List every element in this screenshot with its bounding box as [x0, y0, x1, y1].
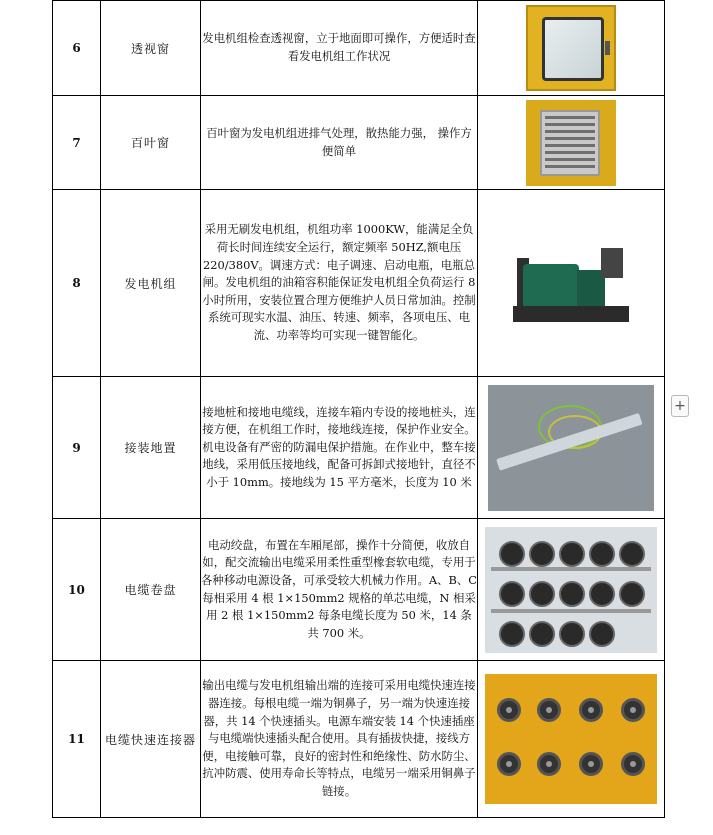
viewing-window-photo — [526, 5, 616, 91]
row-number: 6 — [53, 1, 101, 96]
row-number: 11 — [53, 661, 101, 818]
item-description: 采用无刷发电机组，机组功率 1000KW，能满足全负荷长时间连续安全运行，额定频率 50HZ,额电压 220/380V。调速方式：电子调速、启动电瓶，电瓶总闸。发电机组的油箱容积能保证发电机组全负荷运行 8 小时所用，安装位置合理方便维护人员日常加油。控制系统可现实水温、油压、转速、频率，各项电压、电流、功率等均可实现一键智能化。 — [201, 190, 478, 377]
item-image-cell — [478, 519, 665, 661]
table-row — [53, 519, 665, 661]
item-image-cell — [478, 96, 665, 190]
row-number: 10 — [53, 519, 101, 661]
louver-photo — [526, 100, 616, 186]
table-row — [53, 190, 665, 377]
item-name: 电缆卷盘 — [101, 519, 201, 661]
item-image-cell — [478, 661, 665, 818]
generator-photo — [509, 236, 633, 330]
item-name: 百叶窗 — [101, 96, 201, 190]
item-description: 输出电缆与发电机组输出端的连接可采用电缆快速连接器连接。每根电缆一端为铜鼻子，另一端为快速连接器，共 14 个快速插头。电源车端安装 14 个快速插座与电缆端快速插头配合使用。具有插拔快捷，接线方便，电接触可靠，良好的密封性和绝缘性、防水防尘、抗冲防震、使用寿命长等特点，电缆另一端采用铜鼻子链接。 — [201, 661, 478, 818]
connector-photo — [485, 674, 657, 804]
item-image-cell — [478, 190, 665, 377]
row-number: 9 — [53, 377, 101, 519]
item-image-cell — [478, 1, 665, 96]
table-row — [53, 96, 665, 190]
item-name: 接装地置 — [101, 377, 201, 519]
cable-reel-photo — [485, 527, 657, 653]
item-description: 电动绞盘，布置在车厢尾部，操作十分简便，收放自如，配交流输出电缆采用柔性重型橡套软电缆，专用于各种移动电源设备，可承受较大机械力作用。A、B、C 每相采用 4 根 1×150mm2 规格的单芯电缆，N 相采用 2 根 1×150mm2 每条电缆长度为 50 米，14 条共 700 米。 — [201, 519, 478, 661]
item-name: 发电机组 — [101, 190, 201, 377]
item-description: 发电机组检查透视窗，立于地面即可操作，方便适时查看发电机组工作状况 — [201, 1, 478, 96]
spec-table — [52, 0, 665, 818]
item-image-cell — [478, 377, 665, 519]
add-button[interactable]: + — [671, 395, 689, 417]
table-row — [53, 1, 665, 96]
item-name: 透视窗 — [101, 1, 201, 96]
table-row — [53, 377, 665, 519]
row-number: 7 — [53, 96, 101, 190]
row-number: 8 — [53, 190, 101, 377]
item-name: 电缆快速连接器 — [101, 661, 201, 818]
item-description: 接地桩和接地电缆线，连接车箱内专设的接地桩头，连接方便，在机组工作时，接地线连接，保护作业安全。机电设备有严密的防漏电保护措施。在作业中，整车接地线，采用低压接地线，配备可拆卸式接地针，直径不小于 10mm。接地线为 15 平方毫米，长度为 10 米 — [201, 377, 478, 519]
item-description: 百叶窗为发电机组进排气处理，散热能力强， 操作方便简单 — [201, 96, 478, 190]
table-row — [53, 661, 665, 818]
grounding-photo — [488, 385, 654, 511]
